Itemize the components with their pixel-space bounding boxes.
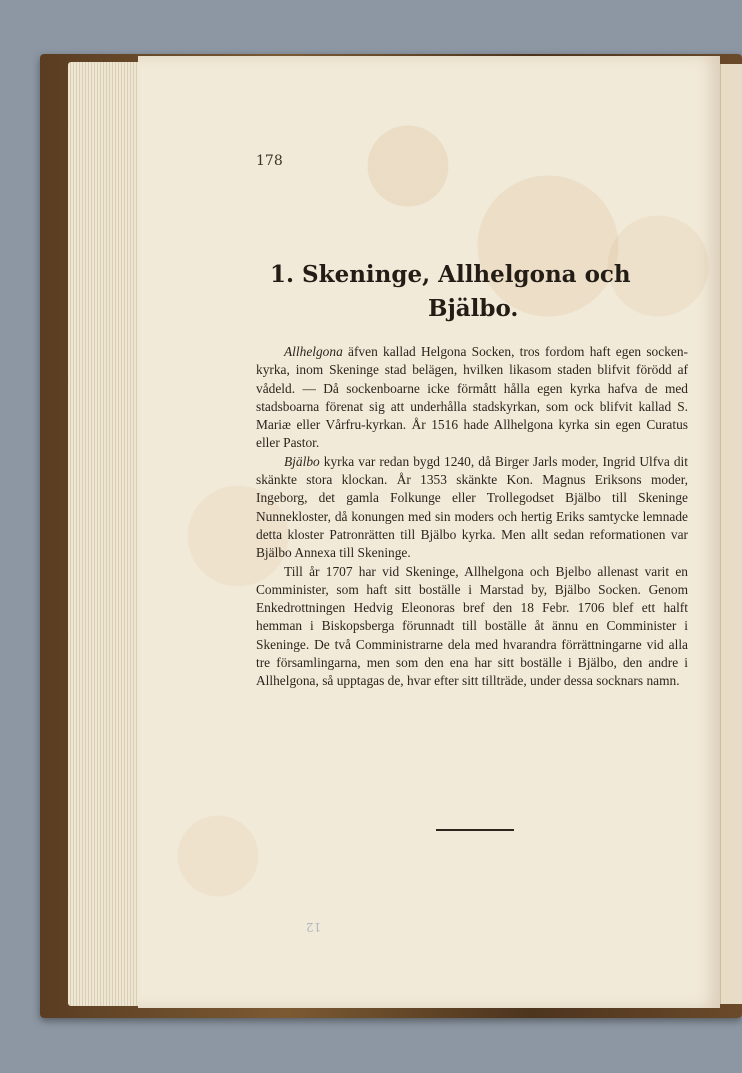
paragraph-allhelgona	[256, 343, 688, 453]
facing-page-edge	[720, 64, 742, 1004]
body-text	[256, 343, 688, 691]
paragraph-text: kyrka var redan bygd 1240, då Birger Jarls moder, Ingrid Ulfva dit skänkte stora klockan. År 1353 skänkte Kon. Magnus Eriksons moder, Ingeborg, det gamla Folkunge eller Trollegodset Bjälbo till Skeninge Nunnekloster, då konungen med sin moders och hertig Eriks samtycke lemnade detta kloster Patronrätten till Bjälbo kyrka. Men allt sedan reformationen var Bjälbo Annexa till Skeninge.	[256, 453, 688, 561]
paragraph-text: Till år 1707 har vid Skeninge, Allhelgona och Bjelbo allenast varit en Comminister, som haft sitt boställe i Marstad by, Bjälbo Socken. Genom Enkedrottningen Hedvig Eleonoras bref den 18 Febr. 1706 blef ett halft hemman i Biskopsberga förunnadt till boställe åt ännu en Comminister i Skeninge. De två Comministrarne dela med hvarandra förrättningarne vid alla tre församlingarna, men som den ena har sitt boställe i Bjälbo, den andre i Allhelgona, så upptagas de, hvar efter sitt tillträde, under dessa socknars namn.	[256, 563, 688, 689]
paragraph-lead: Bjälbo	[284, 453, 320, 469]
page-number: 178	[256, 153, 283, 169]
paragraph-comminister	[256, 563, 688, 691]
chapter-title-line1: 1. Skeninge, Allhelgona och	[270, 261, 631, 288]
paragraph-bjalbo	[256, 453, 688, 563]
end-rule	[436, 829, 514, 831]
chapter-title-line2: Bjälbo.	[428, 295, 519, 322]
signature-mark: 12	[306, 920, 322, 934]
paragraph-lead: Allhelgona	[284, 344, 343, 359]
paragraph-text: äfven kallad Helgona Socken, tros fordom haft egen socken-kyrka, inom Skeninge stad belägen, hvilken likasom staden blifvit förödd af vådeld. — Då sockenboarne icke förmått hålla egen kyrka hafva de med stadsboarna förenat sig att underhålla stadskyrkan, som ock blifvit kallad S. Mariæ eller Vårfru-kyrkan. År 1516 hade Allhelgona kyrka sin egen Curatus eller Pastor.	[256, 344, 688, 451]
chapter-title	[270, 258, 670, 326]
